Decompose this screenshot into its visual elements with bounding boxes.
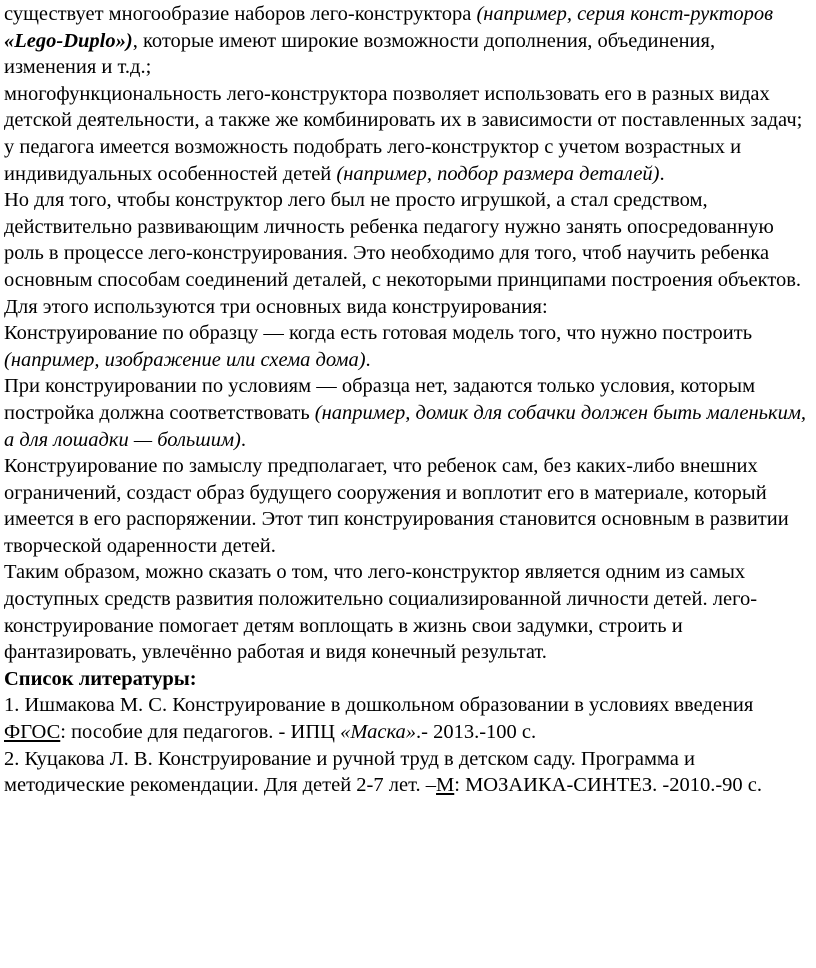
reference-item-1 [4,692,810,745]
reference-item-2 [4,746,810,799]
italic-publisher: «Маска» [340,721,417,744]
text-run: . [365,348,371,371]
text-run: , которые имеют широкие возможности дополнения, объединения, изменения и т.д.; [4,29,716,79]
paragraph-construct-by-sample [4,320,810,373]
document-body [4,1,810,799]
text-run: существует многообразие наборов лего-конструктора [4,3,477,25]
text-run: . [659,162,665,185]
paragraph-conclusion: Таким образом, можно сказать о том, что лего-конструктор является одним из самых доступных средств развития положительно социализированной личности детей. лего-конструирование помогает детям воплощать в жизнь свои задумки, строить и фантазировать, увлечённо работая и видя конечный результат. [4,561,758,664]
fgos-link[interactable]: ФГОС [4,721,61,744]
text-run: . [240,428,246,451]
text-run: : пособие для педагогов. - ИПЦ [60,721,341,744]
text-run: 1. Ишмакова М. С. Конструирование в дошкольном образовании в условиях введения [4,694,754,717]
paragraph-lego-variety [4,1,810,81]
text-run: : МОЗАИКА-СИНТЕЗ. -2010.-90 с. [454,774,763,797]
paragraph-teacher-role: Но для того, чтобы конструктор лего был не просто игрушкой, а стал средством, действительно развивающим личность ребенка педагогу нужно занять опосредованную роль в процессе лего-конструирования. Это необходимо для того, чтоб научить ребенка основным способам соединений деталей, с некоторыми принципами построения объектов. Для этого используются три основных вида конструирования: [4,189,802,318]
paragraph-teacher-choice [4,134,810,187]
paragraph-construct-by-conditions [4,373,810,453]
italic-note: (например, серия конст-рукторов [476,3,774,25]
italic-note: (например, домик для собачки должен быть маленьким, а для лошадки — большим) [4,401,807,451]
references-heading: Список литературы: [4,667,197,690]
text-run: При конструировании по условиям — образца нет, задаются только условия, которым постройка должна соответствовать [4,375,756,424]
moscow-link[interactable]: М [436,774,455,797]
text-run: 2. Куцакова Л. В. Конструирование и ручной труд в детском саду. Программа и методические рекомендации. Для детей 2-7 лет. – [4,747,695,797]
paragraph-construct-by-design: Конструирование по замыслу предполагает, что ребенок сам, без каких-либо внешних ограничений, создаст образ будущего сооружения и воплотит его в материале, который имеется в его распоряжении. Этот тип конструирования становится основным в развитии творческой одаренности детей. [4,455,789,557]
text-run: у педагога имеется возможность подобрать лего-конструктор с учетом возрастных и индивидуальных особенностей детей [4,135,742,185]
text-run: Конструирование по образцу — когда есть готовая модель того, что нужно построить [4,322,753,345]
paragraph-multifunctional: многофункциональность лего-конструктора позволяет использовать его в разных видах детской деятельности, а также же комбинировать их в зависимости от поставленных задач; [4,82,803,132]
bold-italic-brand: «Lego-Duplo») [4,29,133,52]
italic-note: (например, подбор размера деталей) [336,162,660,185]
italic-note: (например, изображение или схема дома) [4,348,366,371]
text-run: .- 2013.-100 с. [416,721,537,744]
